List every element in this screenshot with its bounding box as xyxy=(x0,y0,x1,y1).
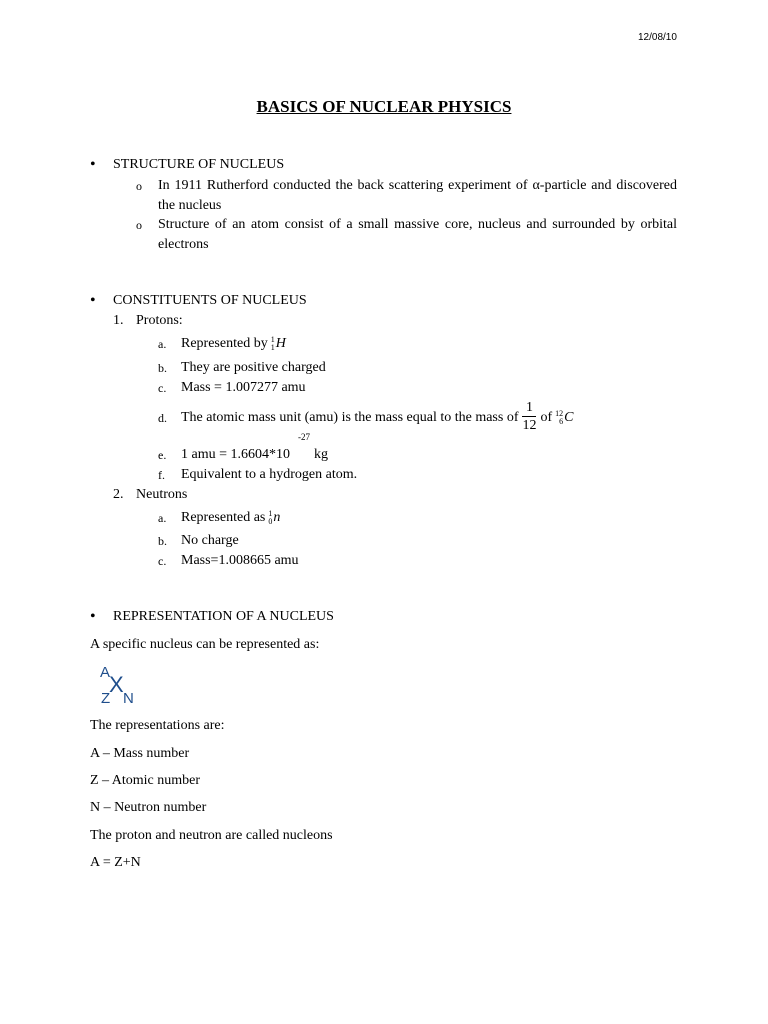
neutron-item-b: No charge xyxy=(181,533,239,548)
notation-A: A xyxy=(100,664,111,681)
circle-bullet-icon: o xyxy=(136,218,142,232)
list-marker: a. xyxy=(158,511,167,525)
of-text: of xyxy=(540,410,553,425)
list-marker: b. xyxy=(158,361,167,375)
carbon-symbol: C xyxy=(564,410,574,425)
neutron-represented-text: Represented as xyxy=(181,510,266,525)
representation-line-2: A – Mass number xyxy=(90,746,190,761)
list-marker: a. xyxy=(158,337,167,351)
proton-item-a xyxy=(181,334,286,354)
representation-line-4: N – Neutron number xyxy=(90,800,207,815)
neutron-item-c: Mass=1.008665 amu xyxy=(181,553,299,568)
notation-N: N xyxy=(123,690,134,707)
amu-definition-text: The atomic mass unit (amu) is the mass equal to the mass of xyxy=(181,410,519,425)
notation-X: X xyxy=(109,672,124,697)
representation-line-1: The representations are: xyxy=(90,718,225,733)
neutron-symbol-indices: 1 0 xyxy=(268,508,273,526)
section-heading-structure: STRUCTURE OF NUCLEUS xyxy=(113,157,285,172)
representation-line-5: The proton and neutron are called nucleons xyxy=(90,828,333,843)
representation-line-3: Z – Atomic number xyxy=(90,773,201,788)
bullet-icon: • xyxy=(90,292,96,309)
neutrons-title: Neutrons xyxy=(136,487,188,502)
section-heading-representation: REPRESENTATION OF A NUCLEUS xyxy=(113,609,334,624)
proton-represented-text: Represented by xyxy=(181,336,268,351)
list-marker: d. xyxy=(158,411,167,425)
list-number: 2. xyxy=(113,487,124,502)
proton-symbol: H xyxy=(275,336,286,351)
protons-title: Protons: xyxy=(136,313,183,328)
list-marker: e. xyxy=(158,448,167,462)
neutron-symbol: n xyxy=(273,510,281,525)
list-marker: b. xyxy=(158,534,167,548)
page-date: 12/08/10 xyxy=(638,32,677,43)
fraction-one-twelfth: $\frac{1}{12}$ xyxy=(522,400,537,434)
circle-bullet-icon: o xyxy=(136,179,142,193)
proton-symbol-indices: 1 1 xyxy=(270,334,275,352)
exponent: -27 xyxy=(298,432,310,442)
representation-line-6: A = Z+N xyxy=(90,855,141,870)
list-marker: c. xyxy=(158,554,167,568)
structure-point-2: Structure of an atom consist of a small massive core, nucleus and surrounded by orbital electrons xyxy=(158,217,677,252)
proton-item-f: Equivalent to a hydrogen atom. xyxy=(181,467,358,482)
list-number: 1. xyxy=(113,313,124,328)
carbon-symbol-indices: 12 6 xyxy=(555,408,564,426)
proton-item-b: They are positive charged xyxy=(181,360,326,375)
notation-Z: Z xyxy=(101,690,111,707)
representation-intro: A specific nucleus can be represented as: xyxy=(90,637,320,652)
structure-point-1: In 1911 Rutherford conducted the back scattering experiment of α-particle and discovered the nucleus xyxy=(158,178,677,213)
proton-item-e: 1 amu = 1.6604*10 xyxy=(181,447,290,462)
bullet-icon: • xyxy=(90,156,96,173)
section-heading-constituents: CONSTITUENTS OF NUCLEUS xyxy=(113,293,307,308)
neutron-item-a xyxy=(181,508,280,528)
page-title: BASICS OF NUCLEAR PHYSICS xyxy=(256,97,512,116)
list-marker: f. xyxy=(158,468,165,482)
proton-item-c: Mass = 1.007277 amu xyxy=(181,380,306,395)
proton-item-d xyxy=(181,398,574,438)
unit-kg: kg xyxy=(314,447,328,462)
list-marker: c. xyxy=(158,381,167,395)
bullet-icon: • xyxy=(90,608,96,625)
